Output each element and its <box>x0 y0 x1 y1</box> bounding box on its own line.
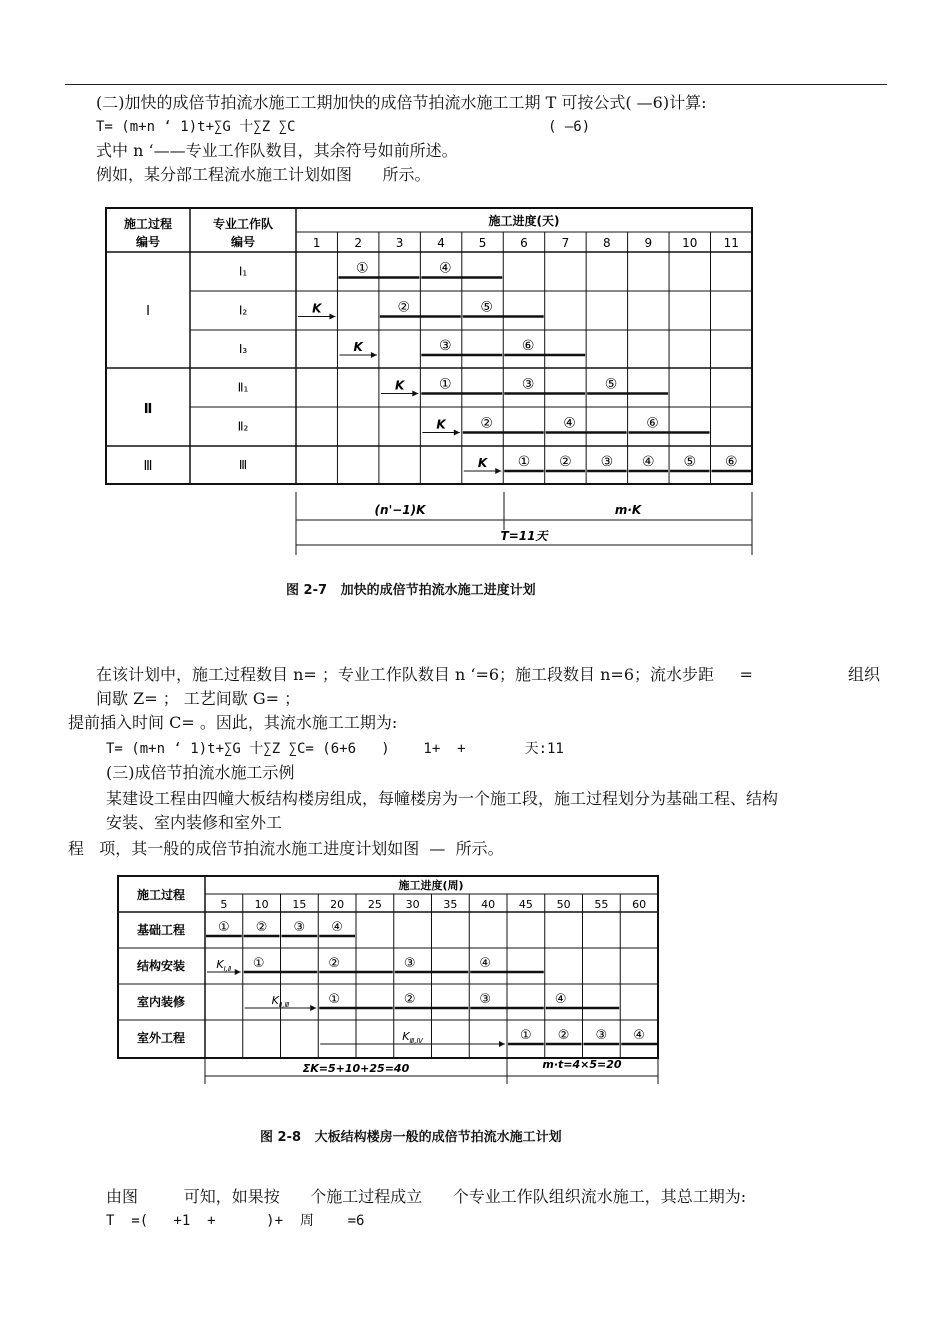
k-arrow-head <box>412 391 418 397</box>
k-label: $K_{Ⅱ,Ⅲ}$ <box>271 994 290 1009</box>
work-segment-mark: ② <box>255 920 268 935</box>
fig1-process-3: Ⅲ <box>143 459 153 474</box>
formula: T= (m+n ‘ 1)t+∑G 十∑Z ∑C <box>96 119 296 135</box>
fig1-day-label: 1 <box>312 236 321 250</box>
work-segment-mark: ④ <box>563 415 576 432</box>
fig1-day-label: 3 <box>395 236 404 250</box>
work-segment-mark: ③ <box>479 992 492 1007</box>
fig1-team-label: Ⅱ₂ <box>237 419 249 434</box>
work-segment-mark: ② <box>559 454 572 470</box>
paragraph-line: 例如，某分部工程流水施工计划如图 所示。 <box>96 165 431 184</box>
k-label: $K_{Ⅰ,Ⅱ}$ <box>216 958 232 973</box>
fig2-week-label: 30 <box>405 898 420 911</box>
work-segment-mark: ① <box>520 1028 532 1043</box>
section-heading: (三)成倍节拍流水施工示例 <box>106 763 295 782</box>
fig2-week-label: 45 <box>518 898 533 911</box>
figure-2-8 <box>110 870 670 1090</box>
fig2-week-label: 50 <box>556 898 571 911</box>
fig1-header-progress: 施工进度(天) <box>488 214 560 228</box>
fig2-week-label: 35 <box>443 898 458 911</box>
work-segment-mark: ④ <box>642 454 655 470</box>
figure-caption: 图 2-8 大板结构楼房一般的成倍节拍流水施工计划 <box>260 1130 562 1145</box>
k-arrow-head <box>454 430 460 436</box>
work-segment-mark: ② <box>397 299 411 316</box>
work-segment-mark: ④ <box>633 1028 645 1043</box>
fig2-dim-right: m·t=4×5=20 <box>542 1058 622 1071</box>
header-rule <box>65 84 887 85</box>
paragraph-line: 某建设工程由四幢大板结构楼房组成，每幢楼房为一个施工段，施工过程划分为基础工程、结构 <box>106 789 779 808</box>
figure-caption: 图 2-7 加快的成倍节拍流水施工进度计划 <box>286 583 536 598</box>
fig1-header-process-no: 编号 <box>135 235 161 249</box>
work-segment-mark: ③ <box>595 1028 608 1043</box>
fig1-day-label: 8 <box>603 236 611 250</box>
paragraph-line: 式中 n ‘——专业工作队数目，其余符号如前所述。 <box>96 141 458 160</box>
k-label: K <box>436 417 446 432</box>
work-segment-mark: ⑥ <box>724 454 738 470</box>
work-segment-mark: ⑤ <box>604 376 618 393</box>
fig1-team-label: I₂ <box>238 303 248 318</box>
work-segment-mark: ① <box>517 454 531 470</box>
fig1-dim-left: (n'−1)K <box>374 503 426 517</box>
work-segment-mark: ⑤ <box>480 299 493 316</box>
k-label: K <box>353 340 363 354</box>
fig2-week-label: 55 <box>594 898 609 911</box>
fig1-day-label: 2 <box>354 236 362 250</box>
formula: T= (m+n ‘ 1)t+∑G 十∑Z ∑C= (6+6 ) 1+ + 天:11 <box>106 741 564 757</box>
work-segment-mark: ① <box>328 992 341 1007</box>
equation-number: ( —6) <box>548 119 591 135</box>
fig1-team-label: Ⅱ₁ <box>237 380 249 395</box>
work-segment-mark: ③ <box>521 376 535 393</box>
fig1-day-label: 10 <box>682 236 698 250</box>
k-arrow-head <box>495 468 501 474</box>
formula: T =( +1 + )+ 周 =6 <box>106 1213 365 1229</box>
work-segment-mark: ③ <box>600 454 614 470</box>
work-segment-mark: ③ <box>403 956 416 971</box>
fig1-header-process: 施工过程 <box>123 217 173 231</box>
work-segment-mark: ① <box>356 260 369 277</box>
k-label: $K_{Ⅲ,Ⅳ}$ <box>402 1030 423 1045</box>
fig2-week-label: 60 <box>632 898 647 911</box>
fig1-team-label: I₁ <box>238 264 248 279</box>
fig1-header-team-no: 编号 <box>230 235 256 249</box>
fig2-week-label: 40 <box>481 898 496 911</box>
paragraph-line: (二)加快的成倍节拍流水施工工期加快的成倍节拍流水施工工期 T 可按公式( —6)计算: <box>96 93 707 112</box>
fig2-header-process: 施工过程 <box>136 888 186 902</box>
fig1-day-label: 4 <box>437 236 445 250</box>
fig1-header-team: 专业工作队 <box>212 217 274 231</box>
work-segment-mark: ① <box>218 920 230 935</box>
k-label: K <box>477 456 488 470</box>
fig2-process-label: 结构安装 <box>136 959 186 973</box>
fig1-team-label: Ⅲ <box>238 458 248 472</box>
paragraph-line: 间歇 Z= ； 工艺间歇 G= ； <box>96 689 301 708</box>
fig2-process-label: 基础工程 <box>136 923 186 937</box>
paragraph-line: 在该计划中，施工过程数目 n= ；专业工作队数目 n ‘=6；施工段数目 n=6；流水步距 = <box>96 665 753 684</box>
k-arrow-head <box>329 314 335 320</box>
figure-2-7 <box>100 200 760 600</box>
work-segment-mark: ⑤ <box>683 454 697 470</box>
fig2-process-label: 室内装修 <box>136 995 186 1009</box>
work-segment-mark: ⑥ <box>521 338 535 354</box>
k-arrow-head <box>310 1005 316 1011</box>
k-label: K <box>394 378 405 393</box>
k-arrow-head <box>371 352 377 358</box>
paragraph-line: 由图 可知，如果按 个施工过程成立 个专业工作队组织流水施工，其总工期为: <box>106 1187 747 1206</box>
work-segment-mark: ① <box>252 956 265 971</box>
work-segment-mark: ② <box>328 956 341 971</box>
fig1-day-label: 9 <box>644 236 653 250</box>
fig1-day-label: 7 <box>561 236 570 250</box>
work-segment-mark: ④ <box>331 920 343 935</box>
paragraph-line-end: 组织 <box>848 665 881 684</box>
fig2-dim-left: ΣK=5+10+25=40 <box>302 1062 410 1075</box>
work-segment-mark: ① <box>438 376 452 393</box>
fig1-day-label: 6 <box>520 236 528 250</box>
paragraph-line: 安装、室内装修和室外工 <box>106 813 283 832</box>
paragraph-line: 程 项，其一般的成倍节拍流水施工进度计划如图 — 所示。 <box>68 839 504 858</box>
fig2-week-label: 5 <box>220 898 228 911</box>
fig1-dim-total: T=11天 <box>500 529 548 543</box>
work-segment-mark: ③ <box>438 338 452 354</box>
work-segment-mark: ② <box>480 415 493 432</box>
paragraph-line: 提前插入时间 C= 。因此，其流水施工工期为: <box>68 713 398 732</box>
work-segment-mark: ⑥ <box>646 415 659 432</box>
work-segment-mark: ③ <box>293 920 306 935</box>
work-segment-mark: ④ <box>438 260 452 277</box>
fig2-week-label: 25 <box>367 898 382 911</box>
fig2-header-progress: 施工进度(周) <box>398 879 464 892</box>
fig2-week-label: 15 <box>292 898 307 911</box>
fig1-dim-right: m·K <box>614 503 642 517</box>
fig1-day-label: 5 <box>478 236 487 250</box>
fig1-process-2: Ⅱ <box>143 402 153 417</box>
work-segment-mark: ④ <box>554 992 567 1007</box>
k-arrow-head <box>499 1041 505 1047</box>
fig1-day-label: 11 <box>723 236 739 250</box>
work-segment-mark: ② <box>557 1028 570 1043</box>
fig1-team-label: I₃ <box>238 342 248 356</box>
fig2-week-label: 20 <box>330 898 345 911</box>
k-label: K <box>312 301 322 316</box>
k-arrow-head <box>235 969 241 975</box>
fig2-process-label: 室外工程 <box>136 1031 186 1045</box>
fig1-process-1: I <box>146 304 150 319</box>
work-segment-mark: ④ <box>479 956 492 971</box>
fig2-week-label: 10 <box>254 898 269 911</box>
work-segment-mark: ② <box>403 992 416 1007</box>
